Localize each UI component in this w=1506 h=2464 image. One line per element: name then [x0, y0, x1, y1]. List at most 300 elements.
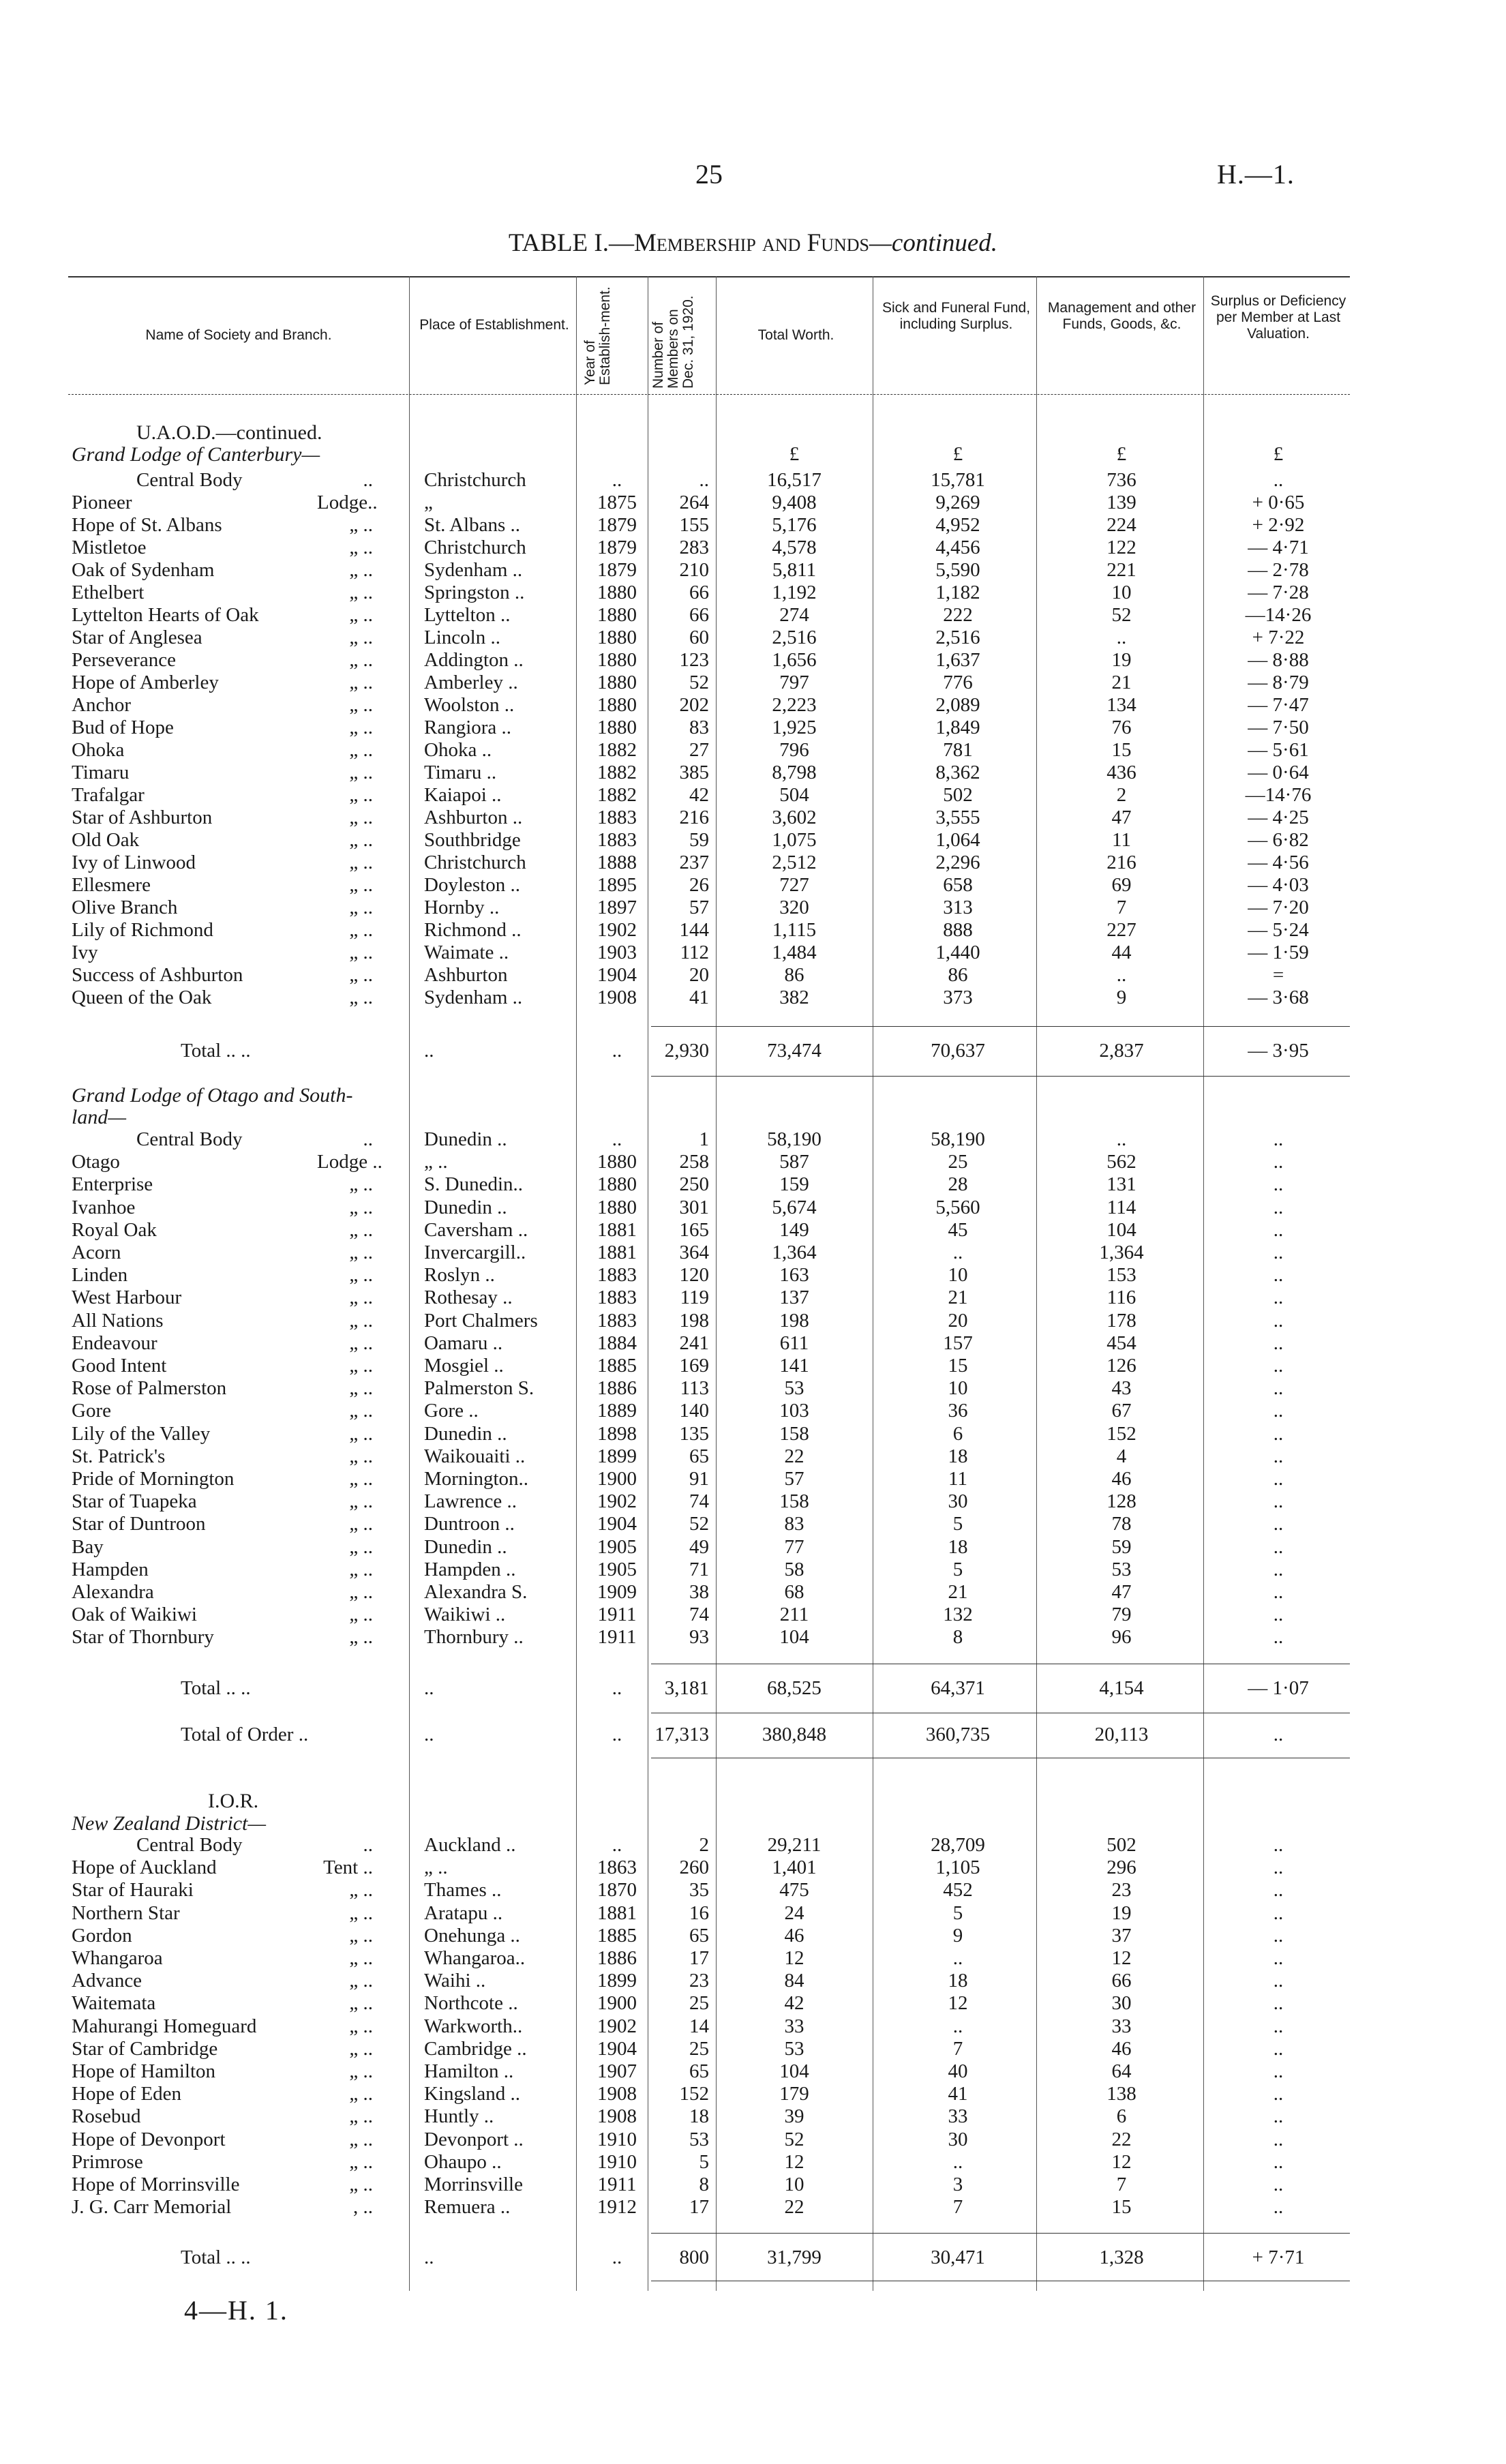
members: 283: [679, 537, 709, 558]
total-worth: 611: [779, 1332, 809, 1354]
sick-fund: 25: [948, 1151, 968, 1173]
sick-fund: 7: [952, 2196, 963, 2219]
members: 35: [689, 1879, 709, 1902]
management-funds: 122: [1106, 537, 1136, 558]
members: 16: [689, 1902, 709, 1924]
total-worth: 104: [779, 2060, 809, 2082]
branch-mark: „ ..: [349, 919, 373, 941]
table-row: [0, 1902, 1506, 1925]
place: Invercargill..: [424, 1242, 526, 1263]
branch-name: Star of Thornbury: [72, 1626, 214, 1649]
members: 66: [689, 604, 709, 626]
place: „: [424, 492, 433, 513]
total-row: [0, 1040, 1506, 1062]
year: 1909: [597, 1581, 637, 1603]
table-row: [0, 2174, 1506, 2196]
place: Onehunga ..: [424, 1924, 520, 1947]
management-funds: 736: [1106, 469, 1136, 491]
branch-mark: „ ..: [349, 1309, 373, 1332]
header-mgmt: Management and other Funds, Goods, &c.: [1047, 300, 1196, 332]
year: 1880: [597, 1173, 637, 1196]
surplus: — 4·25: [1248, 807, 1309, 828]
management-funds: 12: [1111, 1947, 1132, 1969]
total-worth: 39: [784, 2105, 804, 2128]
table-row: [0, 1219, 1506, 1242]
total-worth: 320: [779, 897, 809, 918]
branch-mark: „ ..: [349, 1218, 373, 1241]
table-row: [0, 1970, 1506, 1992]
surplus: ..: [1273, 1924, 1284, 1947]
management-funds: 221: [1106, 559, 1136, 581]
sick-fund: 3: [952, 2174, 963, 2195]
section-otago: Grand Lodge of Otago and South-: [72, 1084, 353, 1107]
surplus: — 1·07: [1248, 1677, 1309, 1699]
year: 1905: [597, 1535, 637, 1558]
branch-name: Rose of Palmerston: [72, 1377, 227, 1400]
place: Warkworth..: [424, 2015, 523, 2037]
total-worth: 5,176: [772, 514, 817, 536]
sick-fund: 45: [948, 1218, 968, 1241]
sick-fund: 2,516: [935, 627, 980, 648]
branch-mark: „ ..: [349, 852, 373, 873]
place: S. Dunedin..: [424, 1173, 523, 1196]
table-row: [0, 1626, 1506, 1649]
surplus: ..: [1273, 1218, 1284, 1241]
year: ..: [612, 2247, 622, 2268]
surplus: ..: [1273, 1857, 1284, 1879]
place: Christchurch: [424, 852, 526, 873]
header-surplus: Surplus or Deficiency per Member at Last Valuation.: [1210, 293, 1346, 342]
surplus: ..: [1273, 1445, 1284, 1467]
members: 66: [689, 582, 709, 603]
branch-name: Ivy: [72, 942, 98, 963]
total-worth: 9,408: [772, 492, 817, 513]
management-funds: 79: [1111, 1604, 1132, 1626]
surplus: — 7·47: [1248, 694, 1309, 716]
total-worth: 1,192: [772, 582, 817, 603]
management-funds: 52: [1111, 604, 1132, 626]
branch-name: Acorn: [72, 1242, 121, 1263]
surplus: ..: [1273, 1400, 1284, 1422]
table-row: [0, 1925, 1506, 1947]
members: 83: [689, 717, 709, 738]
year: 1907: [597, 2060, 637, 2082]
year: 1880: [597, 627, 637, 648]
surplus: — 8·79: [1248, 672, 1309, 693]
management-funds: 46: [1111, 1468, 1132, 1490]
management-funds: 20,113: [1094, 1724, 1149, 1745]
table-row: [0, 1173, 1506, 1196]
surplus: ..: [1273, 1902, 1284, 1924]
sick-fund: 33: [948, 2105, 968, 2128]
year: 1900: [597, 1992, 637, 2015]
place: Timaru ..: [424, 762, 497, 783]
management-funds: 47: [1111, 1581, 1132, 1603]
sick-fund: 8: [952, 1626, 963, 1649]
management-funds: 126: [1106, 1355, 1136, 1377]
surplus: ..: [1273, 1724, 1284, 1745]
branch-name: Royal Oak: [72, 1218, 157, 1241]
branch-mark: „ ..: [349, 514, 373, 536]
branch-name: Ivy of Linwood: [72, 852, 196, 873]
branch-mark: „ ..: [349, 1377, 373, 1400]
branch-mark: „ ..: [349, 1196, 373, 1218]
sick-fund: 58,190: [931, 1128, 985, 1150]
year: ..: [612, 1834, 622, 1856]
year: ..: [612, 1677, 622, 1699]
total-worth: 1,925: [772, 717, 817, 738]
sick-fund: 222: [943, 604, 973, 626]
table-row: [0, 559, 1506, 582]
year: ..: [612, 1040, 622, 1062]
total-worth: 2,512: [772, 852, 817, 873]
total-worth: 24: [784, 1902, 804, 1924]
total-worth: 587: [779, 1151, 809, 1173]
sick-fund: 86: [948, 964, 968, 986]
sick-fund: 888: [943, 919, 973, 941]
section-nz-district: New Zealand District—: [72, 1812, 267, 1835]
table-row: [0, 1513, 1506, 1535]
title-suffix: —continued.: [869, 229, 998, 257]
year: 1910: [597, 2150, 637, 2173]
total-label: Total .. ..: [181, 1677, 251, 1699]
members: 800: [679, 2247, 709, 2268]
branch-name: Hope of Amberley: [72, 672, 219, 693]
management-funds: 64: [1111, 2060, 1132, 2082]
total-worth: 211: [779, 1604, 809, 1626]
branch-name: Lily of the Valley: [72, 1422, 211, 1445]
management-funds: 178: [1106, 1309, 1136, 1332]
members: 65: [689, 2060, 709, 2082]
header-sick: Sick and Funeral Fund, including Surplus.: [882, 300, 1031, 332]
members: 264: [679, 492, 709, 513]
branch-name: Bay: [72, 1535, 104, 1558]
branch-name: Star of Anglesea: [72, 627, 202, 648]
surplus: — 3·68: [1248, 987, 1309, 1008]
place: Ohaupo ..: [424, 2150, 502, 2173]
surplus: —14·76: [1245, 784, 1312, 806]
sick-fund: 781: [943, 739, 973, 761]
surplus: + 0·65: [1252, 492, 1305, 513]
table-row: [0, 1581, 1506, 1604]
place: Lawrence ..: [424, 1490, 517, 1513]
total-worth: 58,190: [767, 1128, 822, 1150]
sick-fund: 452: [943, 1879, 973, 1902]
members: 74: [689, 1490, 709, 1513]
members: 112: [680, 942, 709, 963]
year: 1908: [597, 987, 637, 1008]
management-funds: 67: [1111, 1400, 1132, 1422]
branch-name: Mahurangi Homeguard: [72, 2015, 257, 2037]
total-rule: [651, 1026, 1350, 1027]
total-worth: 1,075: [772, 829, 817, 851]
branch-mark: „ ..: [349, 987, 373, 1008]
members: 52: [689, 1513, 709, 1535]
management-funds: 1,364: [1099, 1242, 1144, 1263]
table-row: [0, 1264, 1506, 1287]
place: Ashburton: [424, 964, 508, 986]
surplus: ..: [1273, 469, 1284, 491]
branch-mark: „ ..: [349, 784, 373, 806]
total-worth: 1,656: [772, 649, 817, 671]
year: 1880: [597, 582, 637, 603]
year: 1889: [597, 1400, 637, 1422]
members: 2,930: [664, 1040, 709, 1062]
table-row: [0, 2038, 1506, 2060]
management-funds: 296: [1106, 1857, 1136, 1879]
branch-name: Enterprise: [72, 1173, 153, 1196]
branch-mark: „ ..: [349, 649, 373, 671]
branch-mark: ..: [363, 469, 373, 491]
year: 1910: [597, 2128, 637, 2150]
management-funds: 21: [1111, 672, 1132, 693]
management-funds: 454: [1106, 1332, 1136, 1354]
members: 17: [689, 1947, 709, 1969]
surplus: — 7·50: [1248, 717, 1309, 738]
year: 1880: [597, 1196, 637, 1218]
branch-name: Central Body: [136, 469, 243, 491]
year: 1880: [597, 694, 637, 716]
members: 60: [689, 627, 709, 648]
surplus: — 0·64: [1248, 762, 1309, 783]
year: 1911: [597, 2174, 637, 2195]
management-funds: 69: [1111, 874, 1132, 896]
total-worth: 84: [784, 1970, 804, 1992]
table-row: [0, 964, 1506, 987]
year: 1880: [597, 672, 637, 693]
branch-name: Olive Branch: [72, 897, 178, 918]
surplus: ..: [1273, 1992, 1284, 2015]
sick-fund: ..: [952, 2150, 963, 2173]
total-worth: 159: [779, 1173, 809, 1196]
sick-fund: 15,781: [931, 469, 985, 491]
branch-name: Pride of Mornington: [72, 1468, 235, 1490]
total-worth: 53: [784, 1377, 804, 1400]
total-worth: 3,602: [772, 807, 817, 828]
members: 25: [689, 2037, 709, 2060]
branch-name: Advance: [72, 1970, 142, 1992]
management-funds: 116: [1106, 1287, 1136, 1309]
branch-name: Endeavour: [72, 1332, 157, 1354]
sick-fund: 360,735: [925, 1724, 991, 1745]
header-worth: Total Worth.: [757, 327, 834, 343]
table-row: [0, 1992, 1506, 2015]
total-worth: 16,517: [767, 469, 822, 491]
year: 1879: [597, 559, 637, 581]
total-worth: 8,798: [772, 762, 817, 783]
management-funds: 152: [1106, 1422, 1136, 1445]
members: 2: [699, 1834, 709, 1856]
place: Roslyn ..: [424, 1264, 495, 1287]
members: 41: [689, 987, 709, 1008]
sick-fund: 18: [948, 1445, 968, 1467]
branch-name: Hope of Morrinsville: [72, 2174, 240, 2195]
branch-mark: „ ..: [349, 762, 373, 783]
branch-name: Star of Ashburton: [72, 807, 213, 828]
management-funds: 78: [1111, 1513, 1132, 1535]
total-row: [0, 1724, 1506, 1746]
total-worth: 149: [779, 1218, 809, 1241]
management-funds: 138: [1106, 2083, 1136, 2105]
surplus: — 5·24: [1248, 919, 1309, 941]
place: Lincoln ..: [424, 627, 500, 648]
total-worth: 179: [779, 2083, 809, 2105]
branch-name: Ohoka: [72, 739, 125, 761]
year: 1902: [597, 2015, 637, 2037]
management-funds: 6: [1116, 2105, 1127, 2128]
place: Richmond ..: [424, 919, 522, 941]
sick-fund: 64,371: [931, 1677, 985, 1699]
members: 53: [689, 2128, 709, 2150]
branch-mark: „ ..: [349, 897, 373, 918]
members: 140: [679, 1400, 709, 1422]
branch-name: Whangaroa: [72, 1947, 163, 1969]
table-row: [0, 514, 1506, 537]
branch-mark: „ ..: [349, 1581, 373, 1603]
table-row: [0, 672, 1506, 694]
branch-mark: Lodge..: [317, 492, 378, 513]
branch-mark: „ ..: [349, 2037, 373, 2060]
place: Kingsland ..: [424, 2083, 520, 2105]
members: 18: [689, 2105, 709, 2128]
branch-mark: „ ..: [349, 537, 373, 558]
place: „ ..: [424, 1151, 448, 1173]
branch-mark: „ ..: [349, 2174, 373, 2195]
place: St. Albans ..: [424, 514, 520, 536]
branch-mark: „ ..: [349, 1173, 373, 1196]
management-funds: 22: [1111, 2128, 1132, 2150]
sick-fund: 5: [952, 1558, 963, 1580]
members: 17,313: [654, 1724, 709, 1745]
total-worth: 2,223: [772, 694, 817, 716]
year: 1905: [597, 1558, 637, 1580]
table-row: [0, 784, 1506, 807]
branch-name: Central Body: [136, 1128, 243, 1150]
members: 14: [689, 2015, 709, 2037]
branch-mark: ..: [363, 1128, 373, 1150]
management-funds: 11: [1112, 829, 1131, 851]
total-worth: 475: [779, 1879, 809, 1902]
total-worth: 83: [784, 1513, 804, 1535]
sick-fund: 4,952: [935, 514, 980, 536]
branch-mark: „ ..: [349, 739, 373, 761]
year: 1908: [597, 2083, 637, 2105]
table-row: [0, 1242, 1506, 1264]
table-row: [0, 582, 1506, 604]
branch-mark: „ ..: [349, 2150, 373, 2173]
branch-name: Rosebud: [72, 2105, 141, 2128]
management-funds: 15: [1111, 739, 1132, 761]
members: 17: [689, 2196, 709, 2219]
place: Oamaru ..: [424, 1332, 503, 1354]
table-row: [0, 1857, 1506, 1879]
branch-mark: „ ..: [349, 2060, 373, 2082]
place: Doyleston ..: [424, 874, 520, 896]
sick-fund: 2,296: [935, 852, 980, 873]
section-ior: I.O.R.: [208, 1790, 259, 1812]
year: 1863: [597, 1857, 637, 1879]
branch-mark: „ ..: [349, 1287, 373, 1309]
sick-fund: 40: [948, 2060, 968, 2082]
management-funds: 2: [1116, 784, 1127, 806]
year: 1900: [597, 1468, 637, 1490]
table-row: [0, 1536, 1506, 1559]
management-funds: ..: [1116, 1128, 1127, 1150]
management-funds: 2,837: [1099, 1040, 1144, 1062]
branch-name: Northern Star: [72, 1902, 180, 1924]
branch-mark: „ ..: [349, 1355, 373, 1377]
sick-fund: 157: [943, 1332, 973, 1354]
table-row: [0, 604, 1506, 627]
footer-reference: 4—H. 1.: [184, 2295, 288, 2326]
branch-mark: , ..: [353, 2196, 373, 2219]
surplus: ..: [1273, 2128, 1284, 2150]
sick-fund: 132: [943, 1604, 973, 1626]
year: 1902: [597, 1490, 637, 1513]
surplus: ..: [1273, 2083, 1284, 2105]
place: Dunedin ..: [424, 1196, 507, 1218]
year: 1902: [597, 919, 637, 941]
sick-fund: 1,849: [935, 717, 980, 738]
management-funds: 46: [1111, 2037, 1132, 2060]
place: Sydenham ..: [424, 987, 523, 1008]
table-row: [0, 469, 1506, 492]
table-row: [0, 492, 1506, 514]
management-funds: 30: [1111, 1992, 1132, 2015]
total-worth: 4,578: [772, 537, 817, 558]
members: 202: [679, 694, 709, 716]
surplus: ..: [1273, 1970, 1284, 1992]
members: 135: [679, 1422, 709, 1445]
total-worth: 1,401: [772, 1857, 817, 1879]
management-funds: 23: [1111, 1879, 1132, 1902]
place: Mornington..: [424, 1468, 529, 1490]
total-worth: 158: [779, 1422, 809, 1445]
year: ..: [612, 1128, 622, 1150]
management-funds: 104: [1106, 1218, 1136, 1241]
management-funds: 227: [1106, 919, 1136, 941]
sick-fund: 5,560: [935, 1196, 980, 1218]
surplus: —14·26: [1245, 604, 1312, 626]
members: 120: [679, 1264, 709, 1287]
sick-fund: 502: [943, 784, 973, 806]
branch-mark: „ ..: [349, 1445, 373, 1467]
surplus: + 7·71: [1252, 2247, 1305, 2268]
sick-fund: 1,637: [935, 649, 980, 671]
place: Ashburton ..: [424, 807, 523, 828]
members: 65: [689, 1924, 709, 1947]
members: 20: [689, 964, 709, 986]
place: Aratapu ..: [424, 1902, 503, 1924]
branch-mark: „ ..: [349, 717, 373, 738]
year: 1899: [597, 1970, 637, 1992]
branch-name: J. G. Carr Memorial: [72, 2196, 232, 2219]
branch-mark: „ ..: [349, 964, 373, 986]
year: 1899: [597, 1445, 637, 1467]
total-worth: 86: [784, 964, 804, 986]
management-funds: 33: [1111, 2015, 1132, 2037]
members: 119: [680, 1287, 709, 1309]
year: 1881: [597, 1242, 637, 1263]
members: 210: [679, 559, 709, 581]
sick-fund: 10: [948, 1264, 968, 1287]
surplus: — 7·28: [1248, 582, 1309, 603]
place: Dunedin ..: [424, 1535, 507, 1558]
surplus: ..: [1273, 2060, 1284, 2082]
surplus: ..: [1273, 1513, 1284, 1535]
year: 1886: [597, 1947, 637, 1969]
table-row: [0, 1490, 1506, 1513]
